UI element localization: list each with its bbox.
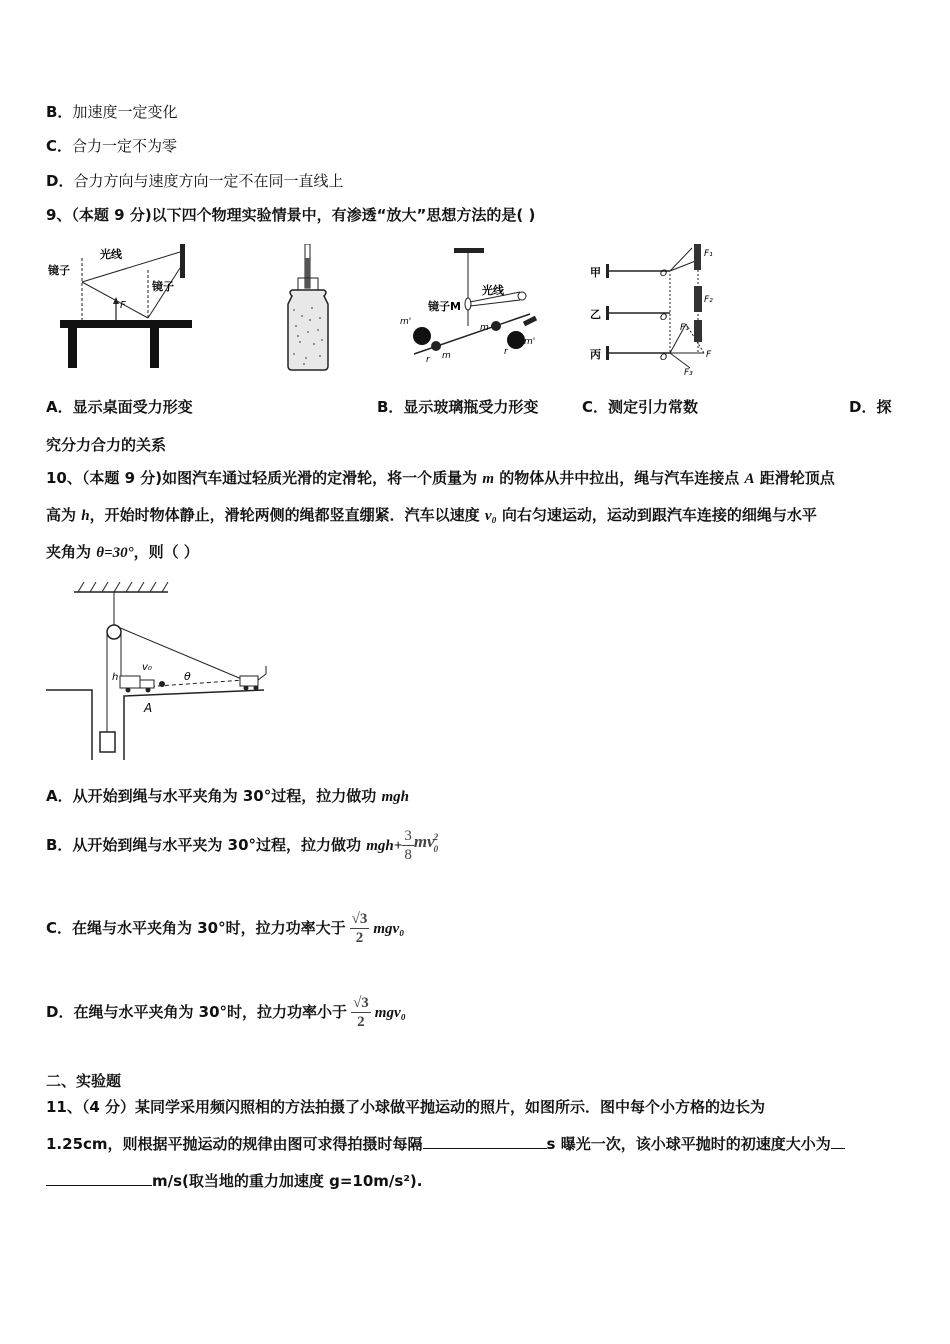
q9-option-b: B．显示玻璃瓶受力形变 [377,398,539,416]
q8-option-b: B．加速度一定变化 [46,103,178,121]
q10-stem-line3: 夹角为 θ=30°，则（ ） [46,543,199,561]
label-o-3: O [660,353,668,363]
label-r-1: r [426,355,430,365]
q10-stem-line1: 10、（本题 9 分)如图汽车通过轻质光滑的定滑轮，将一个质量为 m 的物体从井中拉出，绳与汽车连接点 A 距滑轮顶点 [46,469,835,487]
label-yi: 乙 [590,308,601,321]
q9-figure-bottle [284,244,334,372]
q11-line3: m/s(取当地的重力加速度 g=10m/s²). [46,1171,422,1191]
label-theta: θ [184,670,191,683]
q9-stem: 9、（本题 9 分)以下四个物理实验情景中，有渗透“放大”思想方法的是( ) [46,206,536,224]
label-f1: F₁ [704,249,713,259]
label-o-1: O [660,269,668,279]
label-A: A [144,701,153,715]
q9-option-d-start: D．探 [849,398,892,416]
label-r-2: r [504,347,508,357]
label-mirror-1: 镜子 [48,264,70,277]
answer-blank-2[interactable] [46,1171,152,1186]
q10-option-d: D．在绳与水平夹角为 30°时，拉力功率小于 $\frac{√3}{2}$ mgv₀ [46,995,406,1030]
label-m-prime-2: m' [524,337,536,347]
car-start [120,676,154,693]
q11-line2: 1.25cm，则根据平抛运动的规律由图可求得拍摄时每隔 s 曝光一次，该小球平抛时的初速度大小为 [46,1134,845,1154]
label-m-1: m [480,323,489,333]
label-m-2: m [442,351,451,361]
label-f2: F₂ [704,295,713,305]
label-f3: F₃ [684,368,693,376]
label-o-2: O [660,313,668,323]
label-jia: 甲 [590,266,601,279]
label-f: F [706,350,712,360]
q10-figure [44,576,274,760]
label-mirror-m: 镜子M [428,300,461,313]
car-end [240,666,266,691]
q8-option-d: D．合力方向与速度方向一定不在同一直线上 [46,172,344,190]
label-m-prime-1: m' [400,317,412,327]
answer-blank-1[interactable] [423,1134,547,1149]
q9-option-a: A．显示桌面受力形变 [46,398,193,416]
q10-option-c: C．在绳与水平夹角为 30°时，拉力功率大于 $\frac{√3}{2}$ mgv₀ [46,911,405,946]
q10-option-b: B．从开始到绳与水平夹为 30°过程，拉力做功 mgh+ $\frac{3}{8}$ mv 2 0 [46,828,439,863]
q10-option-a: A．从开始到绳与水平夹角为 30°过程，拉力做功 mgh [46,787,409,805]
q9-figure-forces [586,236,722,376]
q9-figure-desk [44,240,194,370]
label-mirror-2: 镜子 [152,280,174,293]
label-h: h [112,672,119,683]
label-light-c: 光线 [482,284,504,297]
answer-blank-2-start[interactable] [831,1134,845,1149]
q8-option-c: C．合力一定不为零 [46,137,178,155]
label-bing: 丙 [590,348,601,361]
q9-option-c: C．测定引力常数 [582,398,699,416]
q9-option-d-end: 究分力合力的关系 [46,436,167,454]
label-light: 光线 [100,248,122,261]
q11-line1: 11、（4 分）某同学采用频闪照相的方法拍摄了小球做平抛运动的照片，如图所示．图中每个小方格的边长为 [46,1098,766,1116]
q9-figure-torsion [400,244,540,374]
label-f1-c: F₁ [680,323,689,333]
label-v0: v₀ [142,662,152,673]
label-force: F [120,300,126,311]
section-title: 二、实验题 [46,1072,122,1090]
q10-stem-line2: 高为 h，开始时物体静止，滑轮两侧的绳都竖直绷紧．汽车以速度 v₀ 向右匀速运动，运动到跟汽车连接的细绳与水平 [46,506,817,524]
